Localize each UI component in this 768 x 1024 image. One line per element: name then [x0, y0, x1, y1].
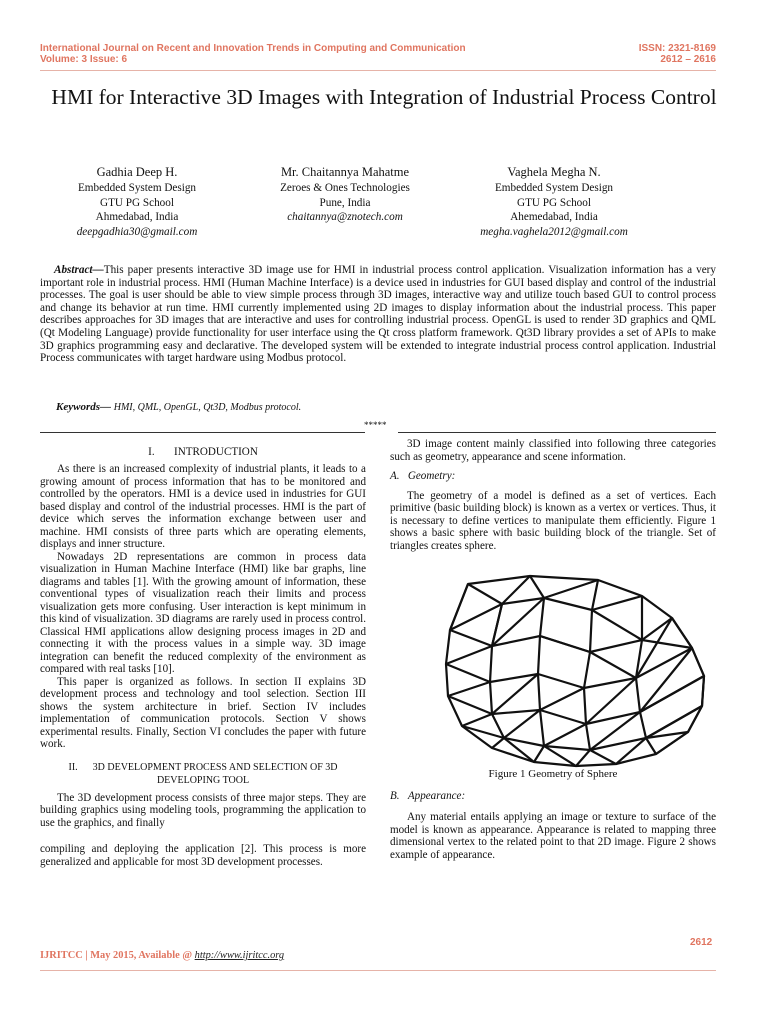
author-location: Ahmedabad, India — [95, 211, 179, 224]
separator-stars: ***** — [364, 420, 387, 430]
right-column-bottom — [390, 768, 716, 861]
page-number: 2612 — [690, 937, 713, 948]
author-affiliation: Embedded System Design — [77, 182, 197, 194]
abstract — [40, 264, 716, 365]
author-email: megha.vaghela2012@gmail.com — [480, 225, 628, 238]
keywords-label: Keywords— — [56, 401, 111, 413]
footer-text: IJRITCC | May 2015, Available @ — [40, 950, 195, 961]
header-rule — [40, 70, 716, 71]
separator-rule-right — [398, 432, 716, 433]
author-1 — [32, 164, 242, 239]
footer-link[interactable]: http://www.ijritcc.org — [194, 950, 285, 961]
keywords — [56, 401, 301, 413]
paragraph: compiling and deploying the application [2]. This process is more generalized and applicable for most 3D development processes. — [40, 843, 366, 868]
abstract-label: Abstract— — [54, 264, 104, 276]
issn: ISSN: 2321-8169 — [638, 43, 716, 54]
author-name: Gadhia Deep H. — [96, 165, 178, 179]
author-3 — [449, 164, 659, 239]
figure-caption: Figure 1 Geometry of Sphere — [488, 768, 618, 780]
author-affiliation: GTU PG School — [517, 196, 591, 209]
subsection-heading-geometry: A. Geometry: — [390, 470, 456, 482]
paragraph: 3D image content mainly classified into following three categories such as geometry, appearance and scene information. — [390, 438, 716, 463]
author-location: Pune, India — [319, 196, 371, 209]
author-location: Ahemedabad, India — [510, 211, 598, 224]
author-name: Vaghela Megha N. — [507, 165, 601, 179]
paragraph: This paper is organized as follows. In section II explains 3D development process and technology and tool selection. Section III shows the system architecture in brief. Section IV includes implementation of communication protocols. Section V shows experimental results. Finally, Section VI concludes the paper with future work. — [40, 675, 366, 750]
footer-rule — [40, 970, 716, 971]
page-range: 2612 – 2616 — [660, 54, 716, 65]
footer — [40, 950, 284, 961]
section-heading-introduction: I. INTRODUCTION — [148, 446, 258, 458]
paragraph: Any material entails applying an image or texture to surface of the model is known as appearance. Appearance is related to mapping three dimensional vertex to the related point to that 2D image. Figure 2 shows example of appearance. — [390, 811, 716, 861]
author-email: chaitannya@znotech.com — [287, 211, 403, 224]
paragraph: Nowadays 2D representations are common in process data visualization in Human Machine Interface (HMI) like bar graphs, line diagrams and tables [1]. With the growing amount of information, these conventional types of visualization reach their limits and process visualization gets more confusing. User interaction is kept minimum in this kind of visualization. 3D diagrams are rarely used in process control. Classical HMI applications allow designing process images in 2D and connecting it with the process values in a simple way. 3D image integration can benefit the reduced complexity of the environment as compared with real tasks [10]. — [40, 550, 366, 675]
author-affiliation: GTU PG School — [100, 196, 174, 209]
author-email: deepgadhia30@gmail.com — [76, 225, 198, 238]
author-affiliation: Zeroes & Ones Technologies — [280, 182, 410, 194]
paragraph: As there is an increased complexity of industrial plants, it leads to a growing amount of process information that has to be monitored and controlled by the operators. HMI is a device used in industries for GUI based display and control of the industrial processes. HMI is the part of device which serves the information exchange between user and machine. HMI consists of three parts which are operating elements, displays and inner structure. — [40, 463, 366, 550]
author-affiliation: Embedded System Design — [494, 182, 614, 194]
paper-title: HMI for Interactive 3D Images with Integration of Industrial Process Control — [51, 85, 717, 109]
author-2 — [240, 164, 450, 225]
abstract-text: This paper presents interactive 3D image use for HMI in industrial process control application. Visualization information has a very important role in industrial process. HMI (Human Machine Interface) is a device used in industries for GUI based display and control of the industrial processes. The goal is user should be able to view simple process through 3D images, interactive way and utilize touch based GUI to control process and change its behavior at run time. HMI currently implemented using 2D images to display information about the industrial process. This paper describes approaches for 3D images that are interactive and uses for controlling industrial process. OpenGL is used to render 3D graphics and QML (Qt Modeling Language) provide functionality for user interface using the Qt cross platform framework. Qt3D library provides a set of APIs to make 3D graphics programming easy and declarative. The developed system will be extended to integrate industrial process control application. Industrial Process communicates with target hardware using Modbus protocol. — [40, 264, 716, 365]
journal-name: International Journal on Recent and Innovation Trends in Computing and Communication — [40, 43, 466, 54]
sphere-wireframe-figure — [420, 570, 716, 770]
keywords-text: HMI, QML, OpenGL, Qt3D, Modbus protocol. — [113, 402, 302, 413]
volume-issue: Volume: 3 Issue: 6 — [40, 54, 128, 65]
section-heading-3d-development-cont: DEVELOPING TOOL — [156, 774, 250, 786]
author-name: Mr. Chaitannya Mahatme — [280, 165, 410, 179]
paragraph: The geometry of a model is defined as a set of vertices. Each primitive (basic building block) is known as a vertex or vertices. Thus, it is necessary to define vertices to manipulate them efficiently. Figure 1 shows a basic sphere with basic building block of the triangle. Set of triangles creates sphere. — [390, 489, 716, 552]
left-column — [40, 446, 366, 868]
paragraph: The 3D development process consists of three major steps. They are building graphics using modeling tools, programming the application to use the graphics, and finally — [40, 791, 366, 829]
right-column-top — [390, 438, 716, 552]
subsection-heading-appearance: B. Appearance: — [390, 789, 466, 802]
section-heading-3d-development: II. 3D DEVELOPMENT PROCESS AND SELECTION OF 3D — [68, 761, 338, 773]
separator-rule-left — [40, 432, 365, 433]
